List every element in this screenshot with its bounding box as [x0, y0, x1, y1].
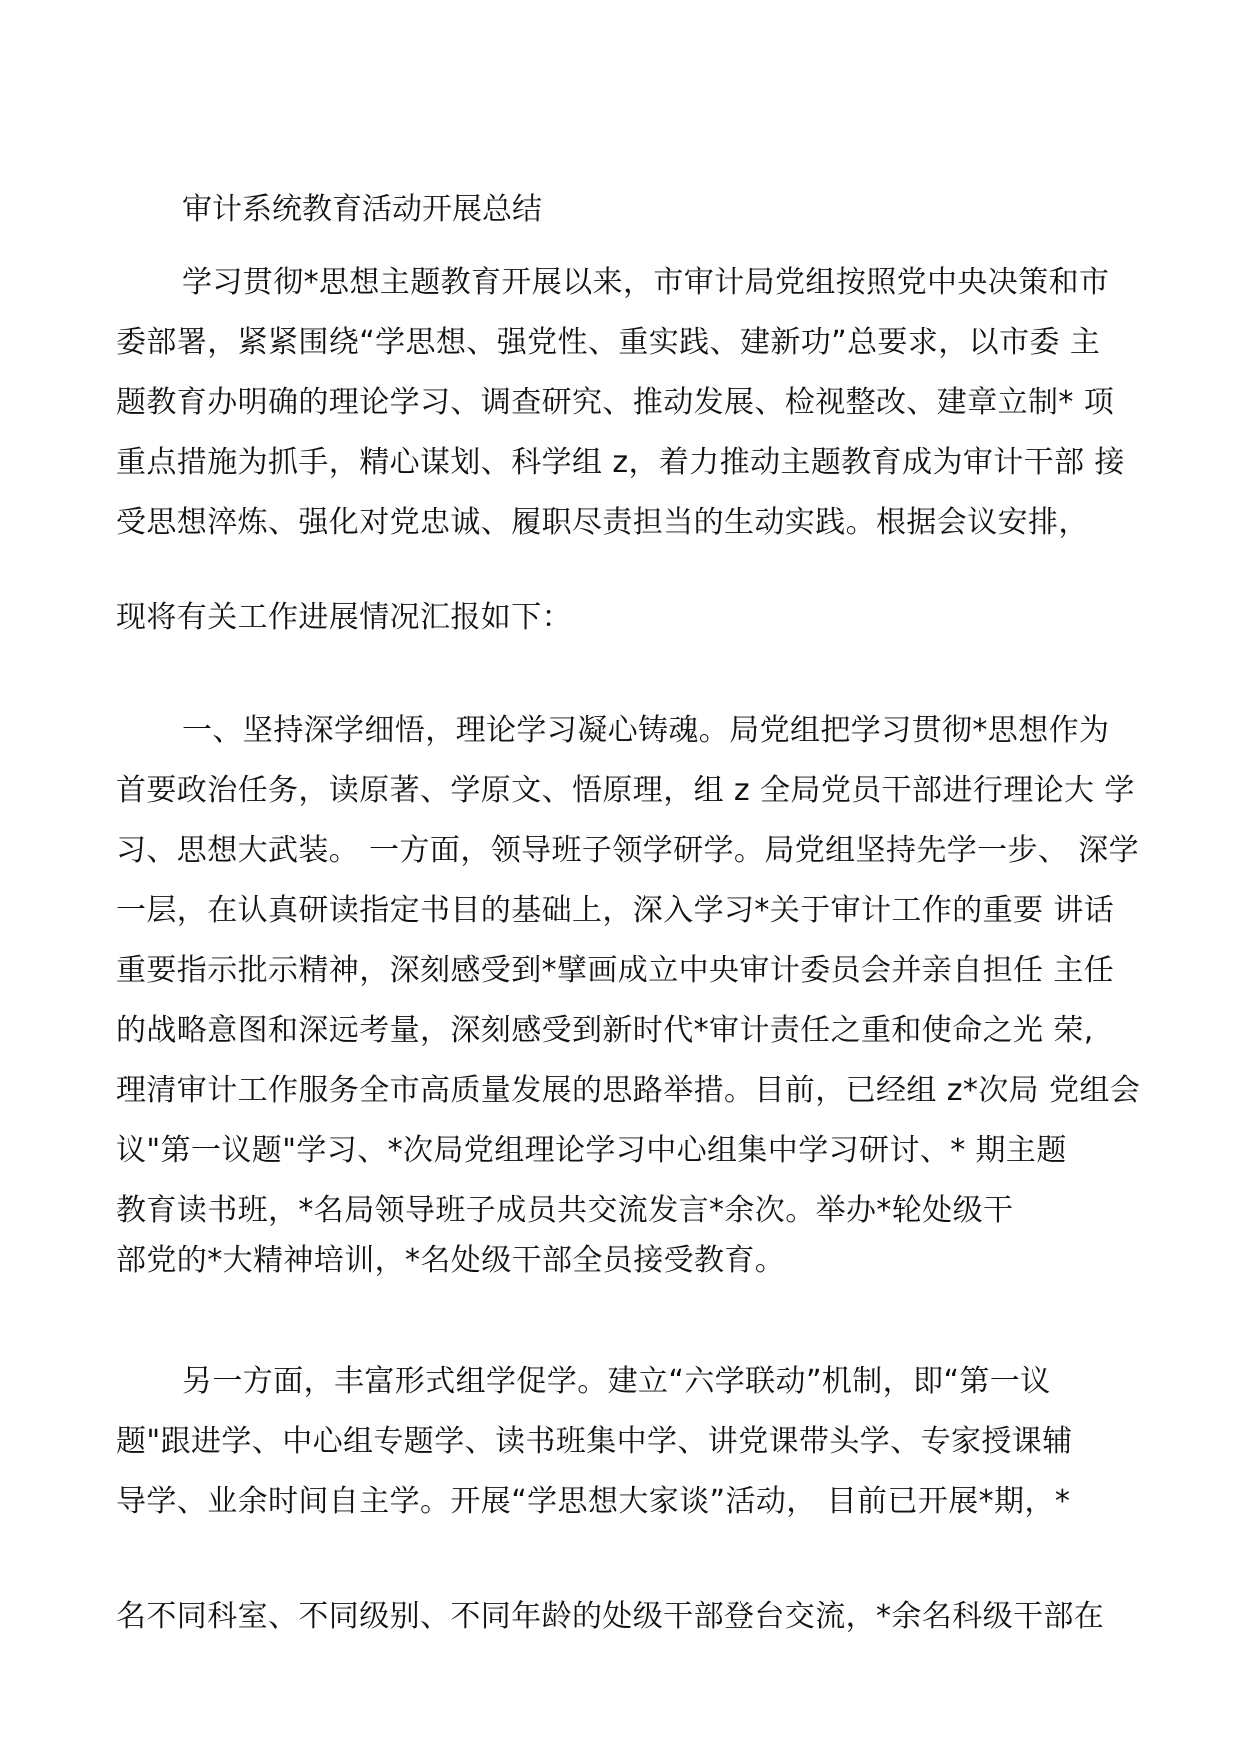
paragraph-intro	[116, 253, 1136, 553]
text-line: 题教育办明确的理论学习、调查研究、推动发展、检视整改、建章立制* 项	[116, 385, 1115, 420]
text-line: 部党的*大精神培训，*名处级干部全员接受教育。	[116, 1243, 786, 1278]
text-line: 名不同科室、不同级别、不同年龄的处级干部登台交流，*余名科级干部在	[116, 1599, 1105, 1634]
text-line: 的战略意图和深远考量，深刻感受到新时代*审计责任之重和使命之光 荣,	[116, 1013, 1094, 1048]
document-title: 审计系统教育活动开展总结	[182, 192, 542, 227]
text-line: 现将有关工作进展情况汇报如下：	[116, 600, 572, 635]
text-line: 一、坚持深学细悟，理论学习凝心铸魂。局党组把学习贯彻*思想作为	[182, 713, 1110, 748]
text-line: 一层，在认真研读指定书目的基础上，深入学习*关于审计工作的重要 讲话	[116, 893, 1115, 928]
text-line: 导学、业余时间自主学。开展“学思想大家谈”活动， 目前已开展*期，*	[116, 1484, 1071, 1519]
text-line: 教育读书班，*名局领导班子成员共交流发言*余次。举办*轮处级干	[116, 1193, 1014, 1228]
text-line: 重要指示批示精神，深刻感受到*擘画成立中央审计委员会并亲自担任 主任	[116, 953, 1115, 988]
text-line: 另一方面，丰富形式组学促学。建立“六学联动”机制，即“第一议	[182, 1364, 1051, 1399]
paragraph-other-aspect-continued	[116, 1587, 1136, 1647]
paragraph-other-aspect	[116, 1352, 1136, 1532]
text-line: 重点措施为抓手，精心谋划、科学组 z，着力推动主题教育成为审计干部 接	[116, 445, 1125, 480]
text-line: 学习贯彻*思想主题教育开展以来，市审计局党组按照党中央决策和市	[182, 265, 1110, 300]
text-line: 理清审计工作服务全市高质量发展的思路举措。目前，已经组 z*次局 党组会	[116, 1073, 1141, 1108]
text-line: 习、思想大武装。 一方面，领导班子领学研学。局党组坚持先学一步、 深学	[116, 833, 1140, 868]
paragraph-section-one-continued	[116, 1231, 1136, 1291]
paragraph-intro-continued	[116, 588, 1136, 648]
paragraph-section-one	[116, 701, 1141, 1241]
text-line: 首要政治任务，读原著、学原文、悟原理，组 z 全局党员干部进行理论大 学	[116, 773, 1135, 808]
text-line: 议"第一议题"学习、*次局党组理论学习中心组集中学习研讨、* 期主题	[116, 1133, 1067, 1168]
text-line: 受思想淬炼、强化对党忠诚、履职尽责担当的生动实践。根据会议安排，	[116, 505, 1089, 540]
text-line: 题"跟进学、中心组专题学、读书班集中学、讲党课带头学、专家授课辅	[116, 1424, 1073, 1459]
text-line: 委部署，紧紧围绕“学思想、强党性、重实践、建新功”总要求，以市委 主	[116, 325, 1101, 360]
